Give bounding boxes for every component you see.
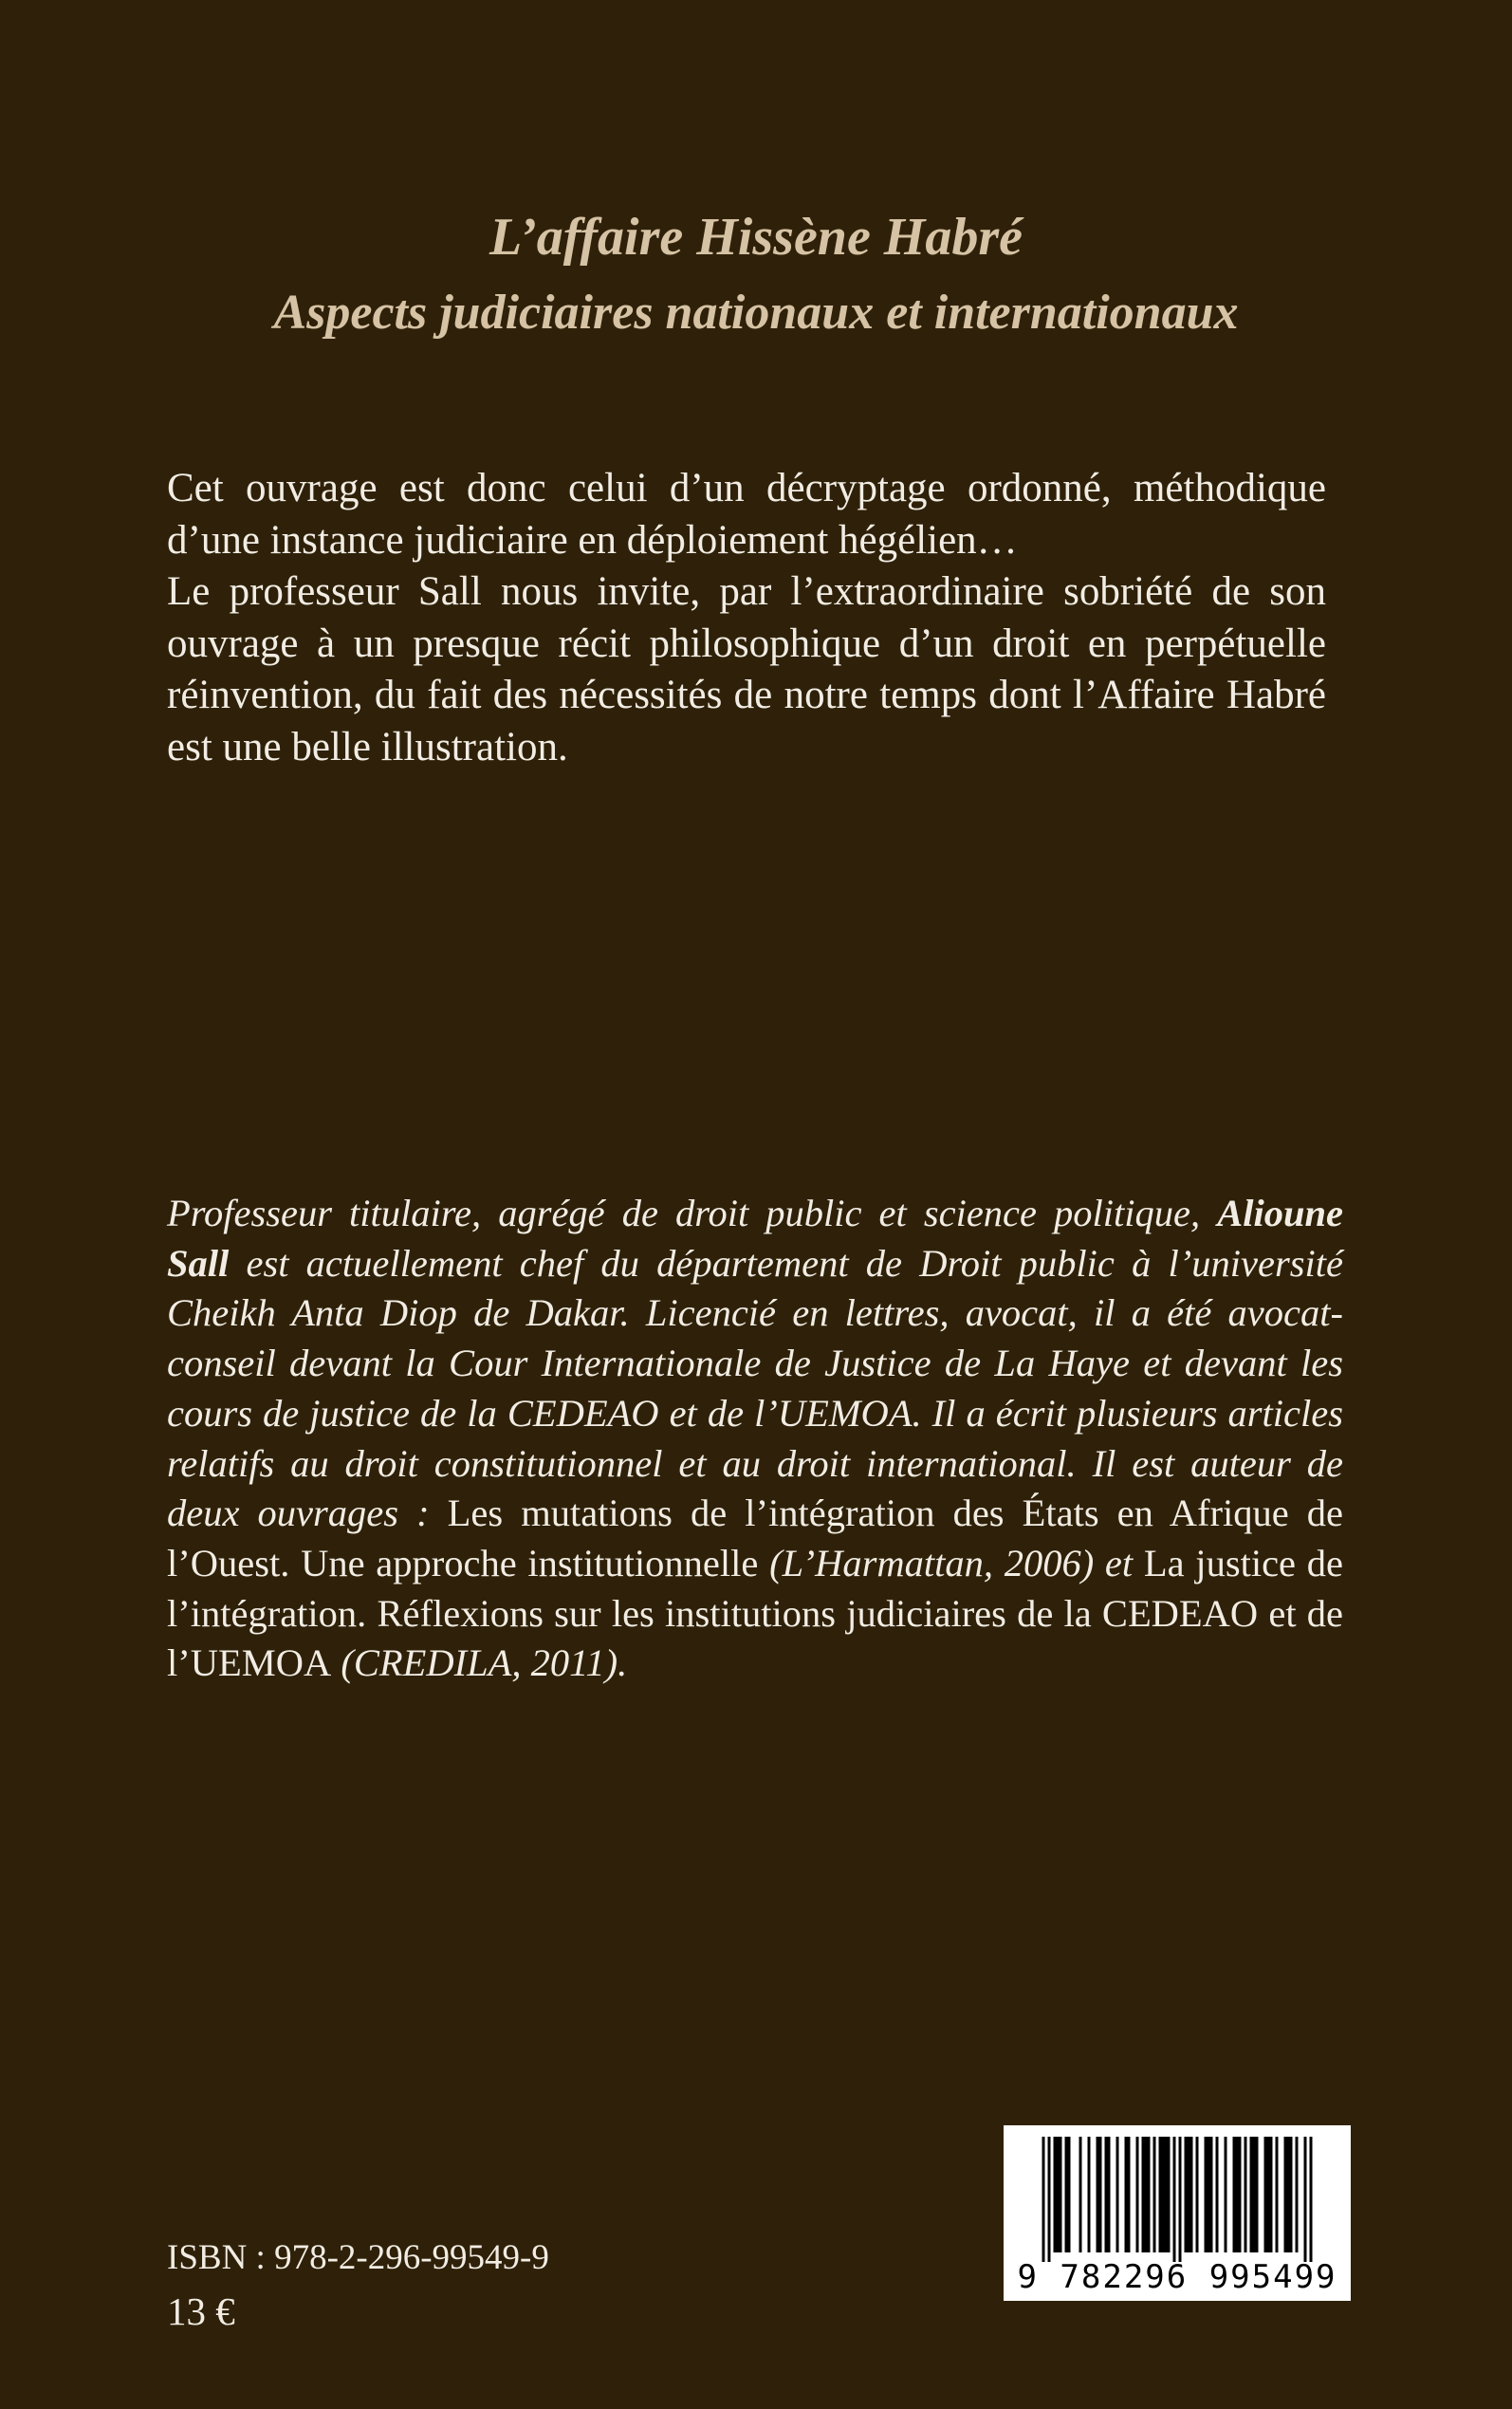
summary-text bbox=[167, 463, 1326, 773]
barcode-bar bbox=[1168, 2137, 1171, 2252]
barcode-bar bbox=[1128, 2137, 1131, 2252]
price-text: 13 € bbox=[167, 2289, 235, 2333]
barcode-bar bbox=[1239, 2137, 1242, 2252]
barcode-bar bbox=[1136, 2137, 1139, 2252]
barcode-bar bbox=[1190, 2137, 1193, 2252]
barcode-bar bbox=[1290, 2137, 1293, 2252]
barcode-bar bbox=[1159, 2137, 1162, 2252]
barcode-bar bbox=[1054, 2137, 1057, 2252]
barcode-bar bbox=[1088, 2137, 1091, 2252]
barcode-bar bbox=[1216, 2137, 1219, 2252]
barcode-bar bbox=[1310, 2137, 1313, 2262]
barcode-digits: 9 782296 995499 bbox=[1017, 2258, 1337, 2296]
book-title-block bbox=[0, 199, 1512, 351]
barcode-bar bbox=[1048, 2137, 1051, 2262]
barcode-bar bbox=[1179, 2137, 1182, 2262]
summary-paragraph-1: Cet ouvrage est donc celui d’un décryptage ordonné, méthodique d’une instance judiciaire en déploiement hégélien… bbox=[167, 466, 1326, 563]
barcode-bar bbox=[1287, 2137, 1290, 2252]
book2-publisher: (CREDILA, 2011). bbox=[331, 1641, 628, 1685]
book1-publisher: (L’Harmattan, 2006) et bbox=[758, 1541, 1144, 1584]
barcode-bar bbox=[1210, 2137, 1213, 2252]
barcode-bar bbox=[1173, 2137, 1176, 2262]
barcode-bar bbox=[1125, 2137, 1128, 2252]
barcode-bar bbox=[1145, 2137, 1148, 2252]
barcode-bar bbox=[1296, 2137, 1299, 2252]
book-subtitle: Aspects judiciaires nationaux et internationaux bbox=[273, 286, 1239, 340]
barcode-bar bbox=[1233, 2137, 1236, 2252]
barcode-bar bbox=[1245, 2137, 1247, 2252]
barcode-bar bbox=[1208, 2137, 1210, 2252]
author-bio bbox=[167, 1189, 1343, 1689]
barcode-bar bbox=[1185, 2137, 1188, 2252]
barcode-bar bbox=[1079, 2137, 1082, 2252]
bio-intro: Professeur titulaire, agrégé de droit public et science politique, bbox=[167, 1192, 1218, 1234]
barcode bbox=[1004, 2125, 1351, 2301]
bio-body: est actuellement chef du département de Droit public à l’université Cheikh Anta Diop de Dakar. Licencié en lettres, avocat, il a été avocat-conseil devant la Cour Internationale de Justice de La Haye et devant les cours de justice de la CEDEAO et de l’UEMOA. Il a écrit plusieurs articles relatifs au droit constitutionnel et au droit international. Il est auteur de deux ouvrages : bbox=[167, 1241, 1343, 1535]
barcode-bar bbox=[1256, 2137, 1259, 2252]
barcode-bar bbox=[1105, 2137, 1108, 2252]
author-name: Alioune Sall bbox=[167, 1192, 1343, 1285]
barcode-bar bbox=[1236, 2137, 1239, 2252]
barcode-bar bbox=[1253, 2137, 1256, 2252]
barcode-bars bbox=[1004, 2125, 1351, 2268]
barcode-bar bbox=[1188, 2137, 1190, 2252]
barcode-bar bbox=[1153, 2137, 1156, 2252]
barcode-bar bbox=[1304, 2137, 1307, 2262]
barcode-bar bbox=[1205, 2137, 1208, 2252]
barcode-bar bbox=[1165, 2137, 1168, 2252]
isbn-text: ISBN : 978-2-296-99549-9 bbox=[167, 2238, 549, 2277]
barcode-bar bbox=[1097, 2137, 1099, 2252]
barcode-bar bbox=[1162, 2137, 1165, 2252]
barcode-bar bbox=[1270, 2137, 1273, 2252]
book-title: L’affaire Hissène Habré bbox=[489, 208, 1023, 267]
summary-paragraph-2: Le professeur Sall nous invite, par l’extraordinaire sobriété de son ouvrage à un presque récit philosophique d’un droit en perpétuelle réinvention, du fait des nécessités de notre temps dont l’Affaire Habré est une belle illustration. bbox=[167, 569, 1326, 769]
barcode-bar bbox=[1060, 2137, 1062, 2252]
barcode-bar bbox=[1267, 2137, 1270, 2252]
barcode-bar bbox=[1068, 2137, 1071, 2252]
barcode-bar bbox=[1225, 2137, 1227, 2252]
barcode-bar bbox=[1276, 2137, 1279, 2252]
book2-title: La justice de l’intégration. Réflexions sur les institutions judiciaires de la CEDEAO et de l’UEMOA bbox=[167, 1541, 1343, 1685]
barcode-bar bbox=[1065, 2137, 1068, 2252]
barcode-bar bbox=[1284, 2137, 1287, 2252]
barcode-bar bbox=[1116, 2137, 1119, 2252]
barcode-bar bbox=[1148, 2137, 1151, 2252]
barcode-bar bbox=[1108, 2137, 1111, 2252]
barcode-bar bbox=[1250, 2137, 1253, 2252]
barcode-bar bbox=[1057, 2137, 1060, 2252]
book1-title: Les mutations de l’intégration des États en Afrique de l’Ouest. Une approche institutionnelle bbox=[167, 1492, 1343, 1584]
barcode-bar bbox=[1142, 2137, 1145, 2252]
barcode-bar bbox=[1264, 2137, 1267, 2252]
barcode-bar bbox=[1042, 2137, 1045, 2262]
barcode-bar bbox=[1196, 2137, 1199, 2252]
barcode-bar bbox=[1099, 2137, 1102, 2252]
